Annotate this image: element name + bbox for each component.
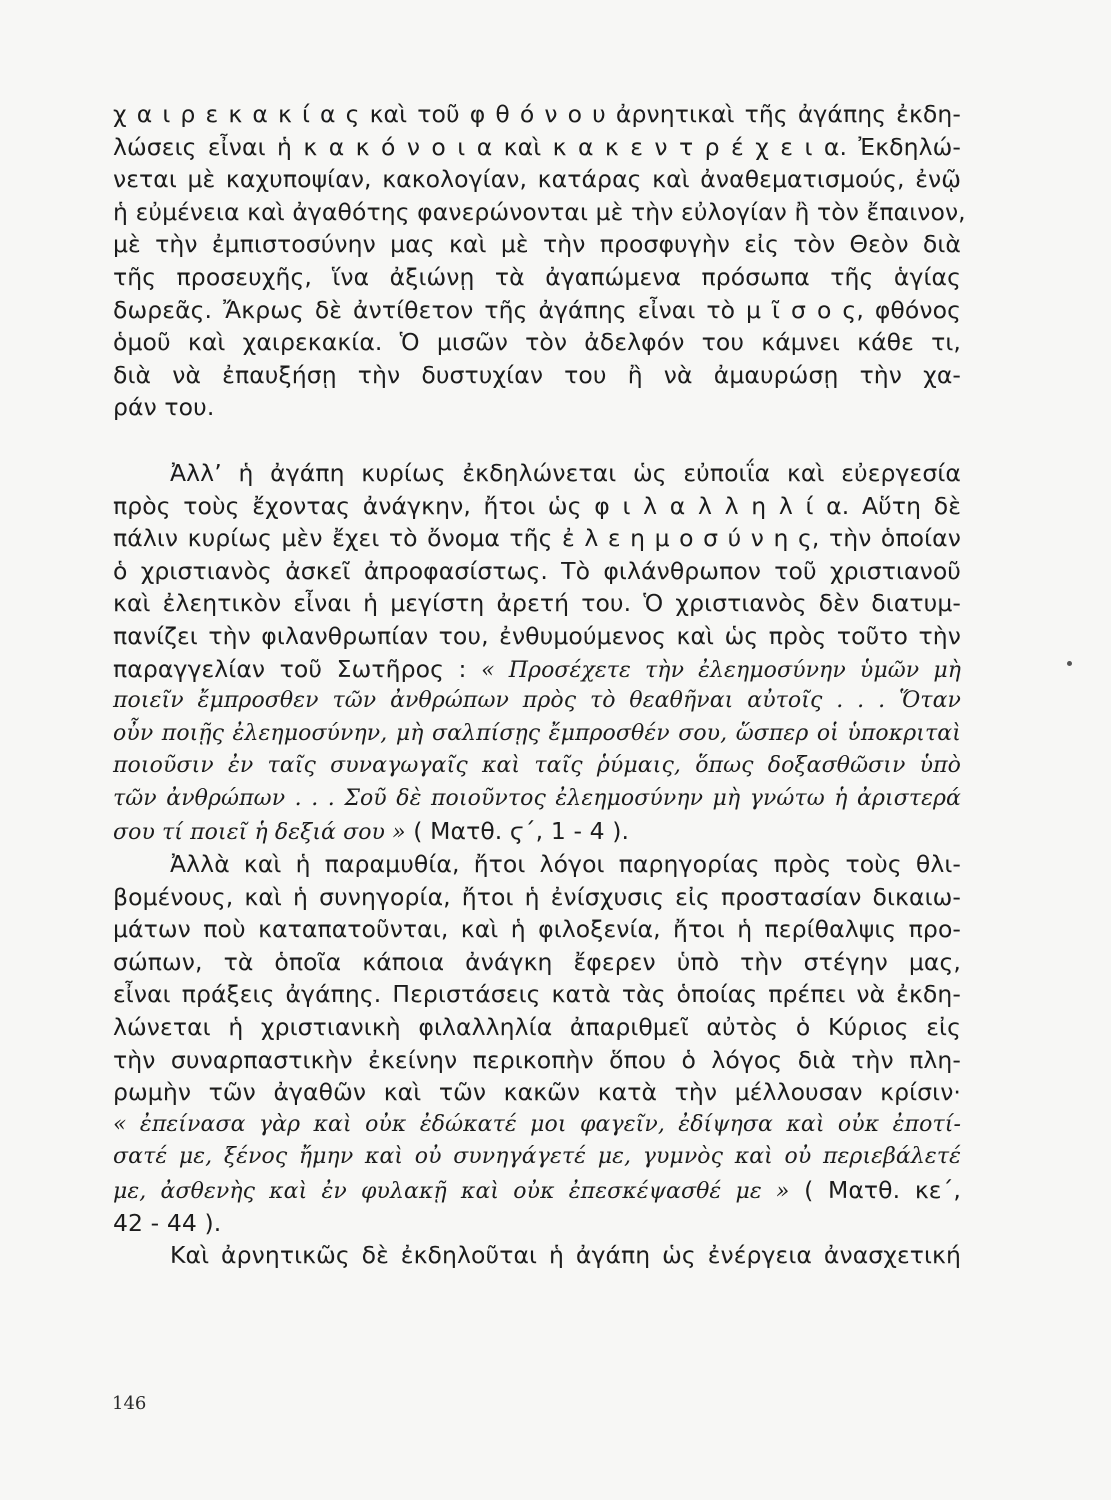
scripture-quote: σατέ με, ξένος ἤμην καὶ οὐ συνηγάγετέ με, γυμνὸς καὶ οὐ περιεβάλετέ [113, 1144, 961, 1170]
scripture-quote: τῶν ἀνθρώπων . . . Σοῦ δὲ ποιοῦντος ἐλεημοσύνην μὴ γνώτω ἡ ἀριστερά [113, 785, 961, 811]
text-run: παραγγελίαν τοῦ Σωτῆρος : [113, 654, 467, 683]
page-number: 146 [112, 1393, 147, 1414]
text-line: χ α ι ρ ε κ α κ ί α ς καὶ τοῦ φ θ ό ν ο υ ἀρνητικαὶ τῆς ἀγάπης ἐκδη- [113, 100, 961, 128]
text-line: Ἀλλὰ καὶ ἡ παραμυθία, ἤτοι λόγοι παρηγορίας πρὸς τοὺς θλι- [170, 850, 961, 879]
text-line: ὁ χριστιανὸς ἀσκεῖ ἀπροφασίστως. Τὸ φιλάνθρωπον τοῦ χριστιανοῦ [113, 556, 961, 585]
scripture-quote: « ἐπείνασα γὰρ καὶ οὐκ ἐδώκατέ μοι φαγεῖν, ἐδίψησα καὶ οὐκ ἐποτί- [113, 1111, 961, 1137]
paragraph-gap [113, 424, 961, 457]
scripture-reference: ( Ματθ. κε΄, [804, 1176, 961, 1204]
text-line: πρὸς τοὺς ἔχοντας ἀνάγκην, ἤτοι ὡς φ ι λ α λ λ η λ ί α. Αὕτη δὲ [113, 491, 961, 520]
text-line [113, 1174, 961, 1207]
text-line: ρωμὴν τῶν ἀγαθῶν καὶ τῶν κακῶν κατὰ τὴν μέλλουσαν κρίσιν· [113, 1078, 961, 1107]
text-line: διὰ νὰ ἐπαυξήσῃ τὴν δυστυχίαν του ἢ νὰ ἀμαυρώσῃ τὴν χα- [113, 360, 961, 389]
body-text [113, 98, 966, 1272]
text-line: ἡ εὐμένεια καὶ ἀγαθότης φανερώνονται μὲ τὴν εὐλογίαν ἢ τὸν ἔπαινον, [113, 197, 966, 226]
text-line: ὁμοῦ καὶ χαιρεκακία. Ὁ μισῶν τὸν ἀδελφόν του κάμνει κάθε τι, [113, 328, 961, 357]
text-line: πάλιν κυρίως μὲν ἔχει τὸ ὄνομα τῆς ἐ λ ε η μ ο σ ύ ν η ς, τὴν ὁποίαν [113, 524, 961, 553]
text-line: ράν του. [113, 393, 215, 422]
scripture-quote: ποιεῖν ἔμπροσθεν τῶν ἀνθρώπων πρὸς τὸ θεαθῆναι αὐτοῖς . . . Ὅταν [113, 688, 961, 714]
scripture-quote: με, ἀσθενὴς καὶ ἐν φυλακῇ καὶ οὐκ ἐπεσκέψασθέ με » [113, 1179, 790, 1204]
text-line: βομένους, καὶ ἡ συνηγορία, ἤτοι ἡ ἐνίσχυσις εἰς προστασίαν δικαιω- [113, 882, 961, 911]
text-line: σώπων, τὰ ὁποῖα κάποια ἀνάγκη ἔφερεν ὑπὸ τὴν στέγην μας, [113, 947, 961, 976]
text-line [113, 653, 961, 686]
scripture-quote: « Προσέχετε τὴν ἐλεημοσύνην ὑμῶν μὴ [481, 657, 962, 683]
text-line [113, 815, 961, 848]
text-line: Καὶ ἀρνητικῶς δὲ ἐκδηλοῦται ἡ ἀγάπη ὡς ἐνέργεια ἀνασχετική [170, 1241, 961, 1270]
scripture-reference: ( Ματθ. ϛ΄, 1 - 4 ). [413, 817, 630, 846]
text-line: μὲ τὴν ἐμπιστοσύνην μας καὶ μὲ τὴν προσφυγὴν εἰς τὸν Θεὸν διὰ [113, 230, 961, 259]
text-line: τὴν συναρπαστικὴν ἐκείνην περικοπὴν ὅπου ὁ λόγος διὰ τὴν πλη- [113, 1045, 961, 1074]
scan-speck [1067, 661, 1072, 666]
text-line: πανίζει τὴν φιλανθρωπίαν του, ἐνθυμούμενος καὶ ὡς πρὸς τοῦτο τὴν [113, 621, 961, 650]
text-line: εἶναι πράξεις ἀγάπης. Περιστάσεις κατὰ τὰς ὁποίας πρέπει νὰ ἐκδη- [113, 980, 961, 1009]
scripture-quote: οὖν ποιῇς ἐλεημοσύνην, μὴ σαλπίσῃς ἔμπροσθέν σου, ὥσπερ οἱ ὑποκριταὶ [113, 720, 961, 746]
scripture-quote: σου τί ποιεῖ ἡ δεξιά σου » [113, 820, 406, 846]
text-line: καὶ ἐλεητικὸν εἶναι ἡ μεγίστη ἀρετή του. Ὁ χριστιανὸς δὲν διατυμ- [113, 589, 961, 618]
text-line: Ἀλλ’ ἡ ἀγάπη κυρίως ἐκδηλώνεται ὡς εὐποιΐα καὶ εὐεργεσία [170, 458, 961, 487]
text-line: λώνεται ἡ χριστιανικὴ φιλαλληλία ἀπαριθμεῖ αὐτὸς ὁ Κύριος εἰς [113, 1013, 961, 1042]
text-line: μάτων ποὺ καταπατοῦνται, καὶ ἡ φιλοξενία, ἤτοι ἡ περίθαλψις προ- [113, 915, 961, 944]
text-line: δωρεᾶς. Ἄκρως δὲ ἀντίθετον τῆς ἀγάπης εἶναι τὸ μ ῖ σ ο ς, φθόνος [113, 295, 961, 324]
scripture-reference: 42 - 44 ). [113, 1208, 222, 1237]
text-line: νεται μὲ καχυποψίαν, κακολογίαν, κατάρας καὶ ἀναθεματισμούς, ἐνῷ [113, 165, 961, 194]
text-line: τῆς προσευχῆς, ἵνα ἀξιώνῃ τὰ ἀγαπώμενα πρόσωπα τῆς ἁγίας [113, 262, 961, 291]
scripture-quote: ποιοῦσιν ἐν ταῖς συναγωγαῖς καὶ ταῖς ῥύμαις, ὅπως δοξασθῶσιν ὑπὸ [113, 753, 961, 779]
text-line: λώσεις εἶναι ἡ κ α κ ό ν ο ι α καὶ κ α κ ε ν τ ρ έ χ ε ι α. Ἐκδηλώ- [113, 132, 961, 161]
